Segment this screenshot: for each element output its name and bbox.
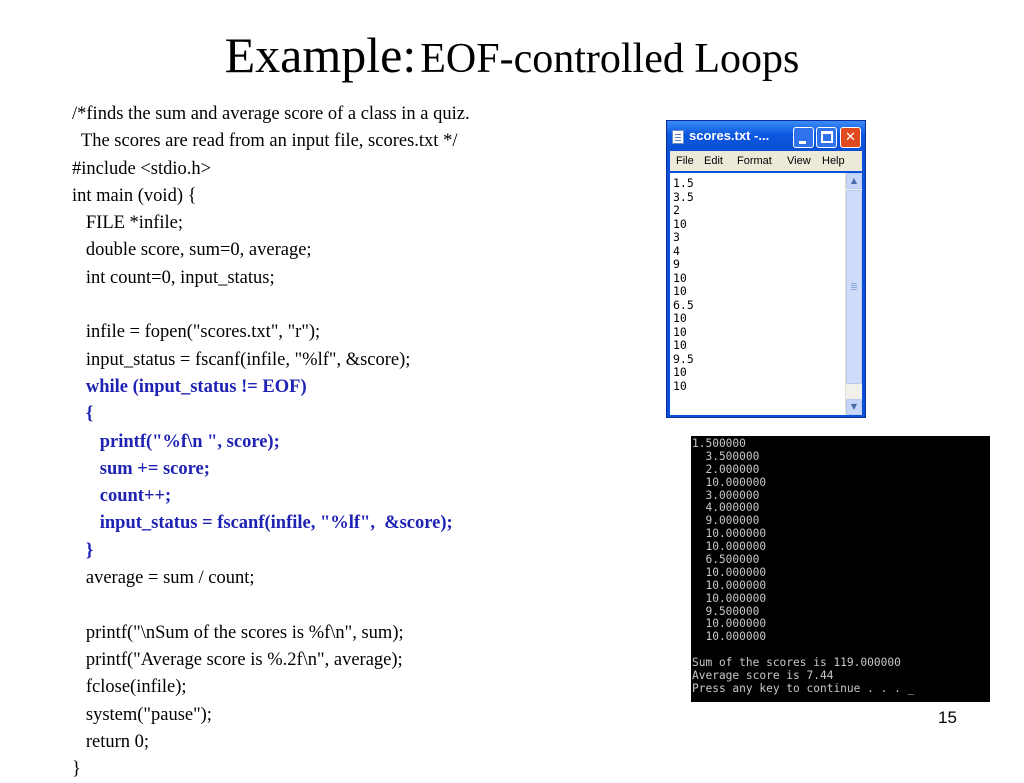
notepad-line: 10: [673, 216, 687, 231]
notepad-line: 4: [673, 243, 680, 258]
notepad-window: [666, 120, 866, 418]
console-line: 1.500000: [692, 437, 746, 450]
notepad-line: 10: [673, 338, 687, 352]
code-line: [72, 292, 662, 319]
code-line: {: [72, 404, 94, 425]
notepad-menubar: [670, 151, 862, 171]
menu-view[interactable]: View: [787, 155, 811, 167]
console-line: 4.000000: [692, 501, 760, 515]
scroll-up-arrow-icon[interactable]: ▲: [846, 173, 862, 189]
code-line: return 0;: [72, 731, 150, 752]
notepad-content: [673, 177, 694, 393]
code-line: fclose(infile);: [72, 677, 187, 698]
notepad-line: 10: [673, 324, 687, 339]
notepad-titlebar[interactable]: [667, 121, 865, 151]
notepad-line: 9.5: [673, 351, 694, 366]
console-line: 3.500000: [692, 449, 760, 463]
notepad-line: 10: [673, 378, 687, 393]
code-line: while (input_status != EOF): [72, 376, 307, 397]
code-line: }: [72, 540, 94, 561]
slide-number: 15: [938, 708, 957, 727]
console-line: 10.000000: [692, 540, 767, 554]
notepad-text-area[interactable]: [670, 173, 862, 415]
notepad-title: scores.txt -...: [689, 128, 770, 143]
notepad-line: 10: [673, 365, 687, 379]
notepad-line: 2: [673, 203, 680, 217]
notepad-line: 10: [673, 270, 687, 285]
console-line: Press any key to continue . . . _: [692, 681, 915, 695]
notepad-icon: [672, 130, 684, 144]
notepad-line: 3: [673, 230, 680, 244]
code-line: }: [72, 759, 81, 780]
scroll-down-arrow-icon[interactable]: ▼: [846, 399, 862, 415]
console-line: 10.000000: [692, 591, 767, 605]
console-line: 2.000000: [692, 462, 760, 476]
code-line: printf("Average score is %.2f\n", average);: [72, 649, 403, 670]
console-line: Sum of the scores is 119.000000: [692, 656, 901, 670]
console-line: 10.000000: [692, 630, 767, 644]
menu-edit[interactable]: Edit: [704, 155, 723, 167]
code-line: infile = fopen("scores.txt", "r");: [72, 322, 321, 343]
console-window: [691, 436, 990, 702]
console-line: 10.000000: [692, 565, 767, 579]
minimize-button[interactable]: [793, 127, 814, 148]
code-line: int main (void) {: [72, 185, 197, 206]
code-line: /*finds the sum and average score of a class in a quiz.: [72, 104, 470, 124]
code-line: printf("%f\n ", score);: [72, 431, 280, 452]
code-line: FILE *infile;: [72, 213, 183, 234]
notepad-line: 9: [673, 257, 680, 271]
console-line: Average score is 7.44: [692, 669, 834, 683]
title-main: EOF-controlled Loops: [420, 36, 800, 82]
menu-file[interactable]: File: [676, 155, 694, 167]
console-line: 10.000000: [692, 475, 767, 489]
code-line: int count=0, input_status;: [72, 267, 275, 288]
notepad-line: 6.5: [673, 297, 694, 312]
maximize-button[interactable]: [816, 127, 837, 148]
code-line: sum += score;: [72, 458, 210, 479]
scrollbar-thumb[interactable]: [846, 190, 862, 384]
console-line: 3.000000: [692, 488, 760, 502]
notepad-line: 3.5: [673, 189, 694, 204]
code-line: input_status = fscanf(infile, "%lf", &score);: [72, 513, 453, 534]
code-line: average = sum / count;: [72, 568, 255, 589]
notepad-line: 10: [673, 311, 687, 325]
notepad-line: 10: [673, 284, 687, 298]
console-output: [692, 438, 914, 696]
code-line: [72, 592, 662, 619]
close-button[interactable]: [840, 127, 861, 148]
code-line: double score, sum=0, average;: [72, 240, 312, 261]
console-line: 9.000000: [692, 514, 760, 528]
menu-help[interactable]: Help: [822, 155, 845, 167]
vertical-scrollbar[interactable]: [845, 173, 862, 415]
code-line: system("pause");: [72, 704, 212, 725]
code-line: count++;: [72, 486, 172, 507]
console-line: 10.000000: [692, 617, 767, 631]
menu-format[interactable]: Format: [737, 155, 772, 167]
code-line: #include <stdio.h>: [72, 158, 212, 179]
code-listing: [72, 101, 662, 783]
console-line: 10.000000: [692, 527, 767, 541]
notepad-line: 1.5: [673, 176, 694, 190]
console-line: 10.000000: [692, 578, 767, 592]
console-line: 9.500000: [692, 604, 760, 618]
title-prefix: Example:: [224, 27, 417, 83]
slide-title: [0, 26, 1024, 84]
code-line: The scores are read from an input file, scores.txt */: [72, 131, 458, 152]
console-line: 6.500000: [692, 553, 760, 567]
code-line: input_status = fscanf(infile, "%lf", &score);: [72, 349, 411, 370]
code-line: printf("\nSum of the scores is %f\n", sum);: [72, 622, 404, 643]
